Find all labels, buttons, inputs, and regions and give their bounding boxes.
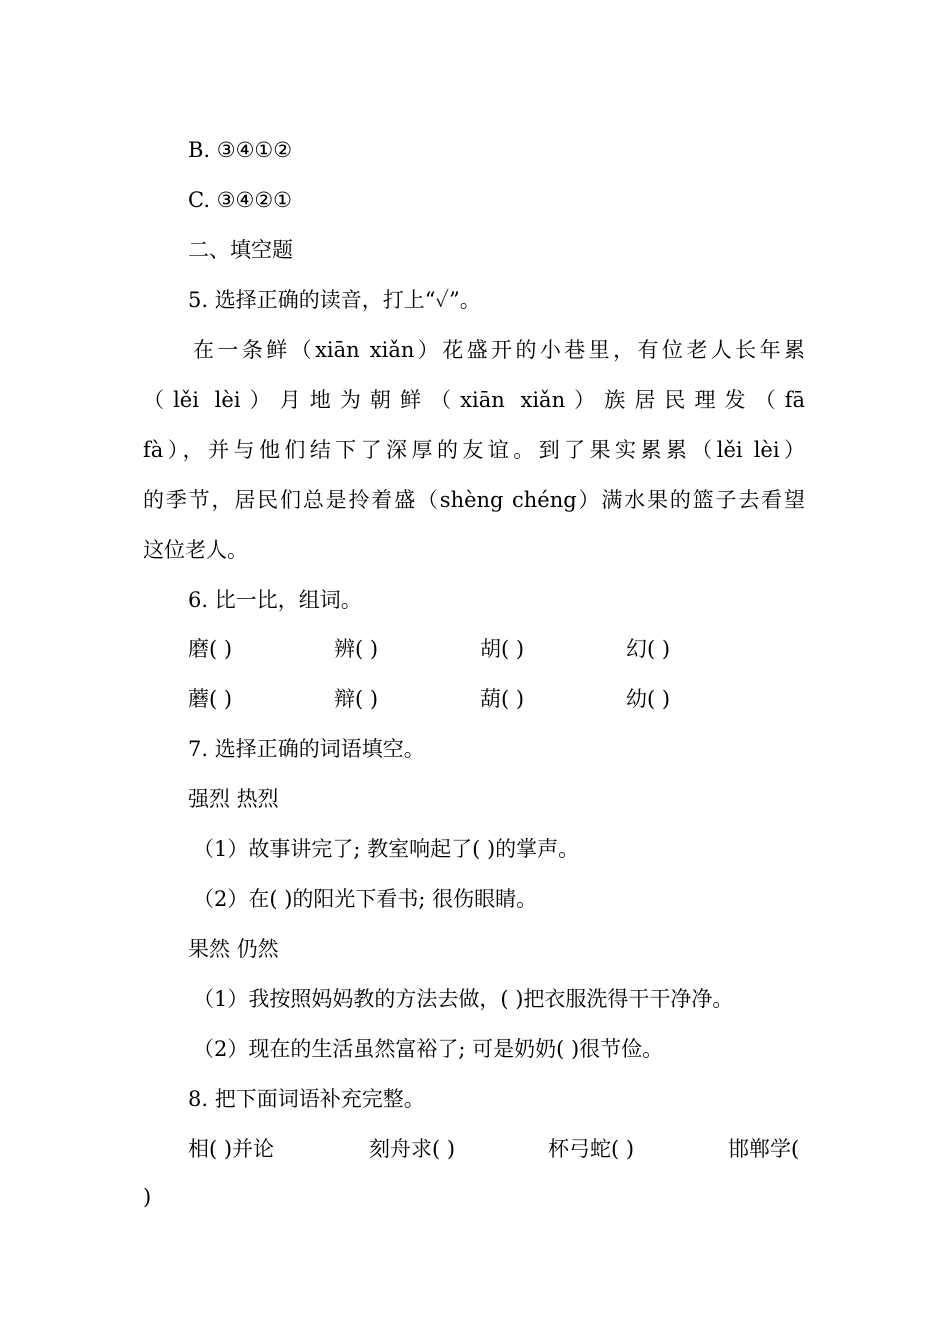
word-blank: 辩( ) (334, 687, 379, 711)
question-5-line-3: fà），并与他们结下了深厚的友谊。到了果实累累（lěi lèi） (143, 438, 805, 462)
question-6-title: 6. 比一比，组词。 (188, 588, 362, 612)
word-blank: 胡( ) (480, 637, 525, 661)
idiom-blank: 刻舟求( ) (369, 1137, 456, 1161)
word-blank: 辨( ) (334, 637, 379, 661)
option-b: B. ③④①② (188, 138, 293, 162)
question-7-sentence-1: （1）故事讲完了; 教室响起了( )的掌声。 (193, 837, 580, 861)
idiom-blank: 邯郸学( (728, 1137, 800, 1161)
question-7-word-choices-1: 强烈 热烈 (188, 787, 279, 811)
question-7-title: 7. 选择正确的词语填空。 (188, 737, 425, 761)
word-blank: 葫( ) (480, 687, 525, 711)
question-7-sentence-2: （2）在( )的阳光下看书; 很伤眼睛。 (193, 887, 538, 911)
word-blank: 蘑( ) (188, 687, 233, 711)
question-7-sentence-3: （1）我按照妈妈教的方法去做，( )把衣服洗得干干净净。 (193, 987, 734, 1011)
word-blank: 幼( ) (626, 687, 671, 711)
idiom-blank: 相( )并论 (188, 1137, 275, 1161)
question-7-sentence-4: （2）现在的生活虽然富裕了; 可是奶奶( )很节俭。 (193, 1037, 664, 1061)
question-5-line-2: （lěi lèi）月地为朝鲜（xiān xiǎn）族居民理发（fā (143, 388, 805, 412)
question-7-word-choices-2: 果然 仍然 (188, 937, 279, 961)
question-5-title: 5. 选择正确的读音，打上“✓”。 (188, 288, 481, 312)
word-blank: 磨( ) (188, 637, 233, 661)
question-5-line-1: 在一条鲜（xiān xiǎn）花盛开的小巷里，有位老人长年累 (193, 338, 805, 362)
question-5-line-5: 这位老人。 (143, 538, 248, 562)
idiom-blank: 杯弓蛇( ) (548, 1137, 635, 1161)
question-8-tail: ) (143, 1185, 152, 1209)
word-blank: 幻( ) (626, 637, 671, 661)
question-8-title: 8. 把下面词语补充完整。 (188, 1087, 425, 1111)
question-5-line-4: 的季节，居民们总是拎着盛（shèng chéng）满水果的篮子去看望 (143, 488, 805, 512)
option-c: C. ③④②① (188, 188, 292, 212)
section-title: 二、填空题 (188, 238, 293, 262)
